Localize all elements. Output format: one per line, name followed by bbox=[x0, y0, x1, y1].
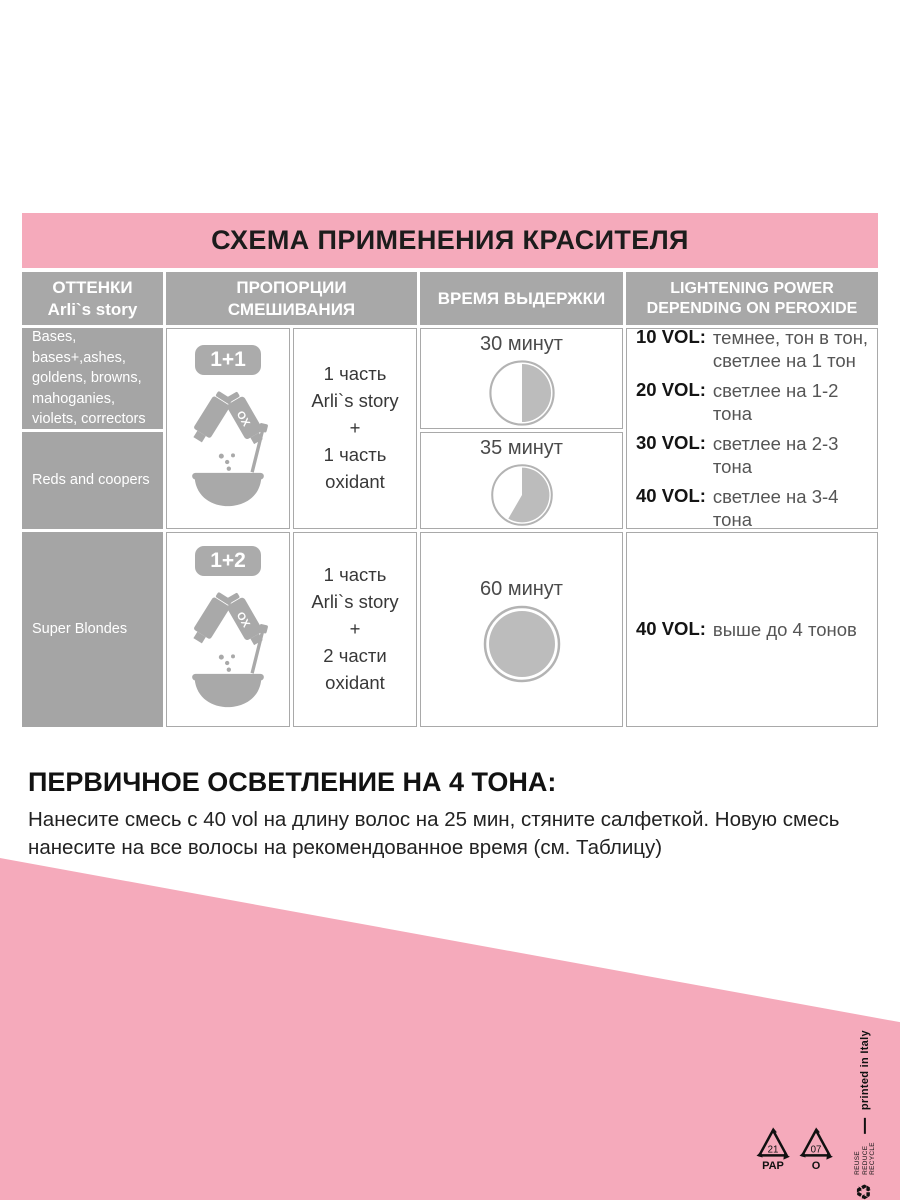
power-row: 20 VOL: светлее на 1-2 тона bbox=[636, 378, 839, 424]
time-label: 35 минут bbox=[480, 437, 563, 459]
timer-30min-icon bbox=[483, 358, 561, 428]
time-label: 30 минут bbox=[480, 333, 563, 355]
separator-line bbox=[864, 1118, 866, 1134]
shade-cell-super-blondes: Super Blondes bbox=[22, 532, 163, 727]
recycling-label: PAP bbox=[762, 1160, 784, 1172]
shade-cell-bases: Bases, bases+,ashes, goldens, browns, mahoganies, violets, correctors bbox=[22, 328, 163, 429]
ratio-badge: 1+2 bbox=[195, 546, 261, 576]
recycle-icon: ♻ bbox=[854, 1182, 877, 1200]
page-title: СХЕМА ПРИМЕНЕНИЯ КРАСИТЕЛЯ bbox=[211, 225, 689, 255]
ox-tube-label: OX bbox=[233, 408, 253, 429]
banner bbox=[22, 213, 878, 268]
time-cell-60 bbox=[420, 532, 623, 727]
side-print-info bbox=[780, 1030, 900, 1200]
header-shades: ОТТЕНКИ Arli`s story bbox=[22, 272, 163, 325]
lightening-power-cell bbox=[626, 325, 878, 531]
mixing-bowl-icon bbox=[178, 582, 278, 714]
ox-tube-label: OX bbox=[233, 609, 253, 630]
time-label: 60 минут bbox=[480, 578, 563, 600]
header-time: ВРЕМЯ ВЫДЕРЖКИ bbox=[420, 272, 623, 325]
recycling-label: O bbox=[811, 1160, 821, 1172]
recycling-code: 21 bbox=[767, 1144, 779, 1156]
header-proportions: ПРОПОРЦИИ СМЕШИВАНИЯ bbox=[166, 272, 417, 325]
ratio-badge: 1+1 bbox=[195, 345, 261, 375]
printed-in-italy-text: printed in Italy bbox=[859, 1029, 872, 1110]
power-row: 30 VOL: светлее на 2-3 тона bbox=[636, 432, 839, 478]
ratio-cell-1plus1 bbox=[166, 328, 290, 529]
power-row: 40 VOL: выше до 4 тонов bbox=[636, 617, 857, 640]
time-cell-35 bbox=[420, 432, 623, 529]
mixing-bowl-icon bbox=[178, 381, 278, 513]
mix-ratio-text: 1 часть Arli`s story + 1 часть oxidant bbox=[293, 328, 417, 529]
application-table bbox=[22, 272, 878, 727]
power-row: 10 VOL: темнее, тон в тон, светлее на 1 тон bbox=[636, 325, 869, 371]
power-row: 40 VOL: светлее на 3-4 тона bbox=[636, 485, 839, 531]
timer-60min-icon bbox=[481, 603, 563, 685]
mix-ratio-text: 1 часть Arli`s story + 2 части oxidant bbox=[293, 532, 417, 727]
lightening-power-cell bbox=[626, 532, 878, 727]
ratio-cell-1plus2 bbox=[166, 532, 290, 727]
header-lightening-power: LIGHTENING POWER DEPENDING ON PEROXIDE bbox=[626, 272, 878, 325]
shade-cell-reds: Reds and coopers bbox=[22, 432, 163, 529]
section-heading: ПЕРВИЧНОЕ ОСВЕТЛЕНИЕ НА 4 ТОНА: bbox=[28, 767, 557, 797]
recycling-code: 07 bbox=[810, 1144, 822, 1156]
time-cell-30 bbox=[420, 328, 623, 429]
timer-35min-icon bbox=[483, 462, 561, 528]
instruction-text: Нанесите смесь с 40 vol на длину волос на 25 мин, стяните салфеткой. Новую смесь нанесите на все волосы на рекомендованное время (см. Таблицу) bbox=[28, 808, 840, 860]
reuse-reduce-recycle-text: REUSE REDUCE RECYCLE bbox=[853, 1141, 876, 1175]
